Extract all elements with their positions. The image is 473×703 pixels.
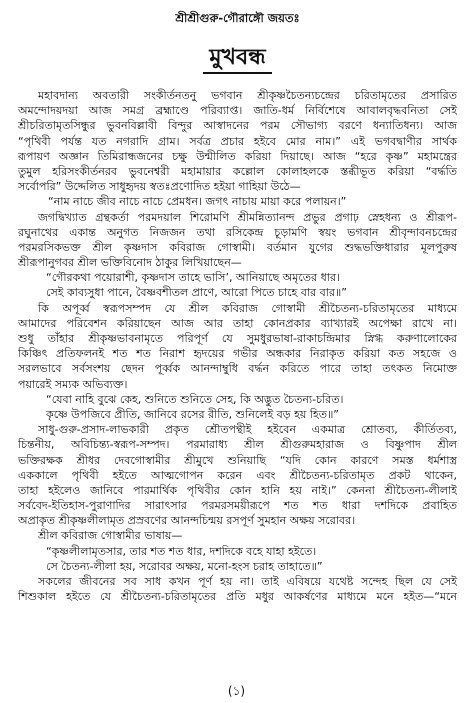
text-line: সর্বোপরি” উদ্দেলিত সাধুহৃদয় স্বতঃপ্রণোদিত হইয়া গাহিয়া উঠে— [18, 180, 301, 194]
text-line: “পৃথিবী পর্যন্ত যত নগরাদি গ্রাম। সর্বত্র প্রচার হইবে মোর নাম।” এই ভগবদ্বাণীর সার্থক [18, 134, 457, 148]
body-text [18, 88, 457, 604]
text-line: সর্ববেদ-ইতিহাস-পুরাণাদির সারাৎসার পরমরসময়ীরূপে শত শত ধারা দশদিকে প্রবাহিত [18, 499, 457, 513]
text-line: “যেবা নাহি বুঝে কেহ, শুনিতে শুনিতে সেহ, কি অদ্ভুত চৈতন্য-চরিত। [46, 392, 344, 406]
text-line: শ্রীল কবিরাজ গোস্বামীর ভাষায়— [38, 529, 183, 543]
text-line: রঘুনাথের একান্ত অনুগত নিজজন তথা রসিকেন্দ্র চূড়ামণি স্বয়ং ভগবান শ্রীবৃন্দাবনচন্দ্রের [18, 225, 457, 239]
page-number: (১) [227, 684, 246, 698]
text-line: পরমরসিকভক্ত শ্রীল কৃষ্ণদাস কবিরাজ গোস্বামী। বর্তমান যুগের শুদ্ধভক্তিধারার মূলপুরুষ [18, 240, 457, 254]
text-line: কিঞ্চিৎ প্রতিফলনই শত শত নিরাশ হৃদয়ের গভীর অন্ধকার নিরাকৃত করিয়া কত সহজে ও [18, 347, 457, 361]
text-line: শ্রীরূপানুগবর শ্রীল ভক্তিবিনোদ ঠাকুর লিখিয়াছেন— [18, 256, 242, 270]
text-line: তাহা হইলেও জানিবে পারমার্থিক পৃথিবীর কোন হানি হয় নাই।” কেননা শ্রীচৈতন্য-লীলাই [18, 483, 457, 497]
text-line: শিশুকাল হইতে যে শ্রীচৈতন্য-চরিতামৃতের প্রতি মধুর আকর্ষণের মাধ্যমে মনে হইত—“মনে [18, 590, 457, 604]
text-line: তুমুল হরিসংকীর্তনরব ভুবনেশ্বরী মহামায়ার কল্লোল কোলাহলকে স্তব্ধীভূত করিয়া “বর্দ্ধতি [18, 164, 457, 178]
text-line: “নাম নাচে জীব নাচে নাচে প্রেমধন। জগৎ নাচায় মায়া করে পলায়ন।” [48, 195, 347, 209]
text-line: পয়ারেই সম্যক অভিব্যক্ত। [18, 377, 128, 391]
text-line: শুধু তাঁহার শ্রীকৃষ্ণভাবনামৃতে পরিপূর্ণ যে সুমধুরভাষা-রাকাচন্দ্রিমার স্নিগ্ধ করুণালোকের [18, 332, 457, 345]
text-line: জগদ্বিখ্যাত গ্রন্থকর্তা পরমদয়াল শিরোমণি শ্রীমন্নিত্যানন্দ প্রভুর প্রগাঢ় স্নেহধন্য ও শ্রীরূপ- [38, 210, 457, 224]
text-line: রূপায়ণ অজ্ঞান তিমিরান্ধজনের চক্ষু উন্মীলিত করিয়া দিয়াছে। আজ “হরে কৃষ্ণ” মহামন্ত্রের [18, 149, 457, 163]
text-line: সকলের জীবনের সব সাধ কখন পূর্ণ হয় না। তাই এবিষয়ে যথেষ্ট সন্দেহ ছিল যে সেই [38, 575, 457, 588]
text-line: কৃষ্ণে উপজিবে প্রীতি, জানিবে রসের রীতি, শুনিলেই বড় হয় হিত॥” [46, 407, 339, 421]
text-line: সরলভাবে সর্বসংশয় ছেদন পূর্ব্বক আনন্দাম্বুধি বর্দ্ধন করিতে পারে তাহা তৎকত নিমোক্ত [18, 362, 457, 376]
text-line: মহাবদান্য অবতারী সংকীর্তনতনু ভগবান শ্রীকৃষ্ণচৈতন্যচন্দ্রের চরিতামৃতের প্রসারিত [38, 89, 457, 102]
text-line: “গৌরকথা পয়োরাশী, কৃষ্ণদাস তাহে ভাসি’, আনিয়াছে অমৃতের ধার। [46, 271, 340, 285]
text-line: শ্রীচরিতামৃতসিন্ধুর ভুবনবিল্লাবী বিন্দুর আস্বাদনের পরম সৌভাগ্য বরণে ধন্যাতিধন্য। আজ [18, 119, 457, 133]
text-line: সে চৈতন্য-লীলা হয়, সরোবর অক্ষয়, মনো-হংস চরাহ তাহাতে॥” [46, 559, 323, 573]
text-line: অপ্রাকৃত শ্রীকৃষ্ণলীলামৃত প্রস্রবণের আনন্দচিন্ময় রসপূর্ণ সুমহান অক্ষয় সরোবর। [18, 514, 356, 528]
text-line: কি অপূর্ব্ব স্বরূপসম্পদ যে শ্রীল কবিরাজ গোস্বামী শ্রীচৈতন্য-চরিতামৃতের মাধ্যমে [38, 301, 457, 315]
text-line: অমন্দোদয়দয়া আজ সমগ্র ব্রহ্মাণ্ডে পরিব্যাপ্ত। জাতি-ধর্ম নির্বিশেষে আবালবৃদ্ধবনিতা সেই [18, 104, 457, 118]
title-wrap [18, 44, 457, 74]
text-line: সেই কাব্যসুধা পানে, বৈষ্ণবশীতল প্রাণে, আরো পিতে চাহে বার বার॥” [46, 286, 347, 300]
text-line: সাধু-গুরু-প্রসাদ-লাভকারী প্রকৃত শ্রৌতপন্থীই হইবেন একমাত্র শ্রোতব্য, কীর্তিতব্য, [38, 423, 457, 437]
chapter-title: মুখবন্ধ [203, 44, 271, 74]
text-line: ভক্তিরক্ষক শ্রীধর দেবগোস্বামীর শ্রীমুখে শুনিয়াছি “যদি কোন কারণে সমস্ত ধর্মশাস্ত্র [18, 453, 457, 467]
text-line: আমাদের পরিবেশন করিয়াছেন আজ আর তাহা কোনপ্রকার ব্যাখ্যারই অপেক্ষা রাখে না। [18, 316, 457, 330]
text-line: এককালে পৃথিবী হইতে আত্মগোপন করেন এবং শ্রীচৈতন্য-চরিতামৃত প্রকট থাকেন, [18, 468, 457, 482]
page-header-invocation: শ্রীশ্রীগুরু-গৌরাঙ্গৌ জয়তঃ [175, 11, 300, 25]
text-line: “কৃষ্ণলীলামৃতসার, তার শত শত ধার, দশদিকে বহে যাহা হইতে। [46, 544, 317, 558]
text-line: চিন্তনীয়, অবিচিন্ত্য-স্বরূপ-সম্পদ। পরমারাধ্য শ্রীল শ্রীগুরুমহারাজ ও বিষ্ণুপাদ শ্রীল [18, 438, 457, 452]
